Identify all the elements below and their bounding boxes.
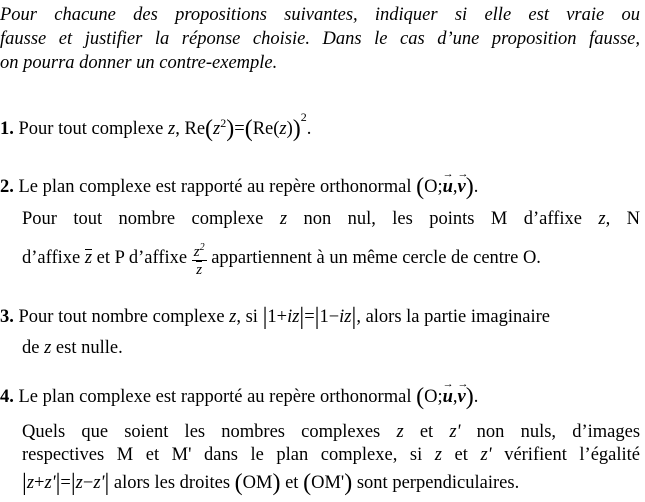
intro-line-1: Pour chacune des propositions suivantes, indiquer si elle est vraie ou [0, 5, 640, 25]
question-3-line-1: 3. Pour tout nombre complexe z, si |1+iz|=|1−iz|, alors la partie imaginaire [0, 304, 550, 330]
intro-line-3: on pourra donner un contre-exemple. [0, 53, 278, 73]
question-2-line-2: Pour tout nombre complexe z non nul, les points M d’affixe z, N [22, 209, 641, 229]
question-4-line-3: respectives M et M' dans le plan complexe, si z et z' vérifient l’égalité [22, 445, 641, 465]
question-2-line-3: d’affixe z et P d’affixe $\frac{z^2}{z}$ appartiennent à un même cercle de centre O. [22, 242, 541, 278]
intro-line-2: fausse et justifier la réponse choisie. Dans le cas d’une proposition fausse, [0, 29, 640, 49]
question-4-line-1: 4. Le plan complexe est rapporté au repère orthonormal (O;→ u,→ v). [0, 384, 478, 408]
question-4-line-4: |z+z'|=|z−z'| alors les droites (OM) et (OM') sont perpendiculaires. [22, 470, 520, 496]
question-3-line-2: de z est nulle. [22, 338, 123, 358]
question-2-line-1: 2. Le plan complexe est rapporté au repère orthonormal (O;→ u,→ v). [0, 174, 478, 198]
question-4-line-2: Quels que soient les nombres complexes z et z' non nuls, d’images [22, 422, 641, 442]
fraction-z2-over-zbar: $\frac{z^2}{z}$ [193, 242, 205, 278]
question-1: 1. Pour tout complexe z, $Re(z^2)=(Re(z))^2$. [0, 110, 312, 143]
